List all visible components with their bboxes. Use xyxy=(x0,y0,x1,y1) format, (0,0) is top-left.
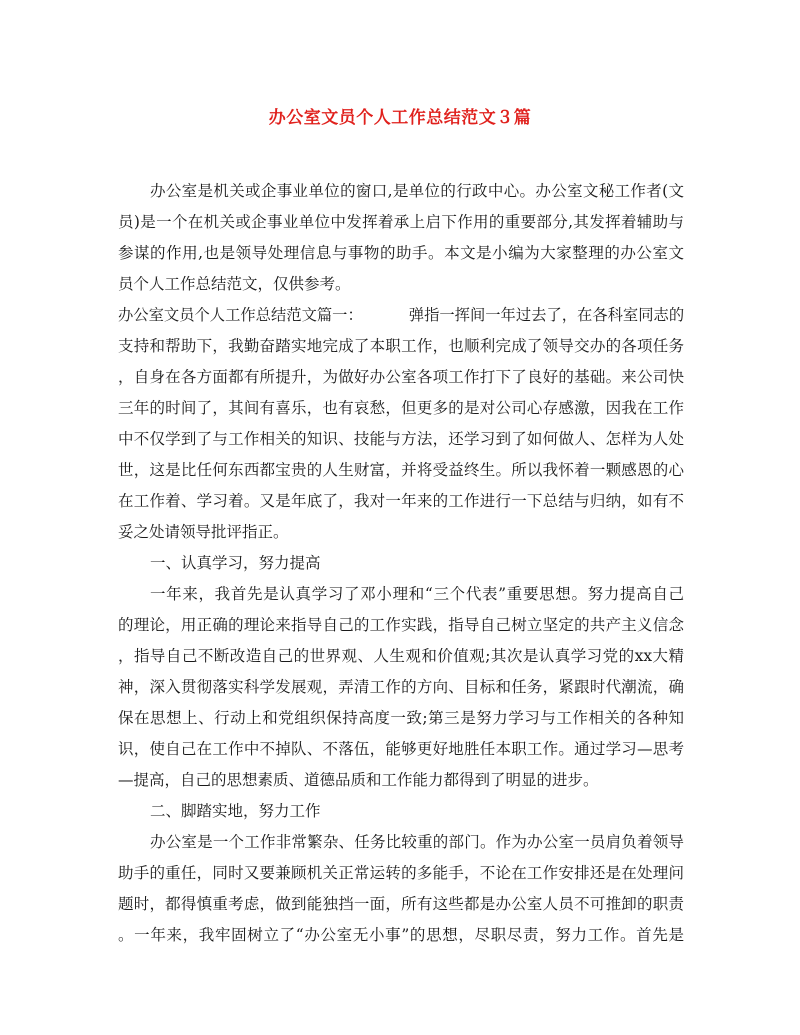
article-one-first-line xyxy=(118,300,684,331)
article-one-line: 中不仅学到了与工作相关的知识、技能与方法，还学习到了如何做人、怎样为人处 xyxy=(118,430,684,448)
section-one-line: 一年来，我首先是认真学习了邓小理和“三个代表”重要思想。努力提高自己 xyxy=(150,585,684,603)
document-body xyxy=(118,176,684,951)
section-two-line: 题时，都得慎重考虑，做到能独挡一面，所有这些都是办公室人员不可推卸的职责 xyxy=(118,895,684,913)
section-two-line: 办公室是一个工作非常繁杂、任务比较重的部门。作为办公室一员肩负着领导 xyxy=(150,833,684,851)
intro-line: 办公室是机关或企事业单位的窗口,是单位的行政中心。办公室文秘工作者(文 xyxy=(150,182,684,200)
section-one-heading: 一、认真学习，努力提高 xyxy=(150,554,321,572)
article-one-heading: 办公室文员个人工作总结范文篇一： xyxy=(118,306,363,324)
intro-line: 员个人工作总结范文，仅供参考。 xyxy=(118,275,351,293)
section-one-line: —提高，自己的思想素质、道德品质和工作能力都得到了明显的进步。 xyxy=(118,771,599,789)
intro-line: 参谋的作用,也是领导处理信息与事物的助手。本文是小编为大家整理的办公室文 xyxy=(118,244,684,262)
document-title: 办公室文员个人工作总结范文３篇 xyxy=(268,108,532,128)
article-one-line: 在工作着、学习着。又是年底了，我对一年来的工作进行一下总结与归纳，如有不 xyxy=(118,492,684,510)
section-one-line: 识，使自己在工作中不掉队、不落伍，能够更好地胜任本职工作。通过学习—思考 xyxy=(118,740,684,758)
section-one-line: ，指导自己不断改造自己的世界观、人生观和价值观;其次是认真学习党的xx大精 xyxy=(118,647,684,665)
article-one-first-line-text: 弹指一挥间一年过去了，在各科室同志的 xyxy=(408,306,685,324)
section-one-line: 保在思想上、行动上和党组织保持高度一致;第三是努力学习与工作相关的各种知 xyxy=(118,709,684,727)
article-one-line: 支持和帮助下，我勤奋踏实地完成了本职工作，也顺利完成了领导交办的各项任务 xyxy=(118,337,684,355)
section-two-line: 。一年来，我牢固树立了“办公室无小事”的思想，尽职尽责，努力工作。首先是 xyxy=(118,926,684,944)
section-one-line: 的理论，用正确的理论来指导自己的工作实践，指导自己树立坚定的共产主义信念 xyxy=(118,616,684,634)
section-two-heading: 二、脚踏实地，努力工作 xyxy=(150,802,321,820)
section-two-line: 助手的重任，同时又要兼顾机关正常运转的多能手，不论在工作安排还是在处理问 xyxy=(118,864,684,882)
article-one-line: ，自身在各方面都有所提升，为做好办公室各项工作打下了良好的基础。来公司快 xyxy=(118,368,684,386)
article-one-line: 妥之处请领导批评指正。 xyxy=(118,523,289,541)
section-one-line: 神，深入贯彻落实科学发展观，弄清工作的方向、目标和任务，紧跟时代潮流，确 xyxy=(118,678,684,696)
article-one-line: 世，这是比任何东西都宝贵的人生财富，并将受益终生。所以我怀着一颗感恩的心 xyxy=(118,461,684,479)
intro-line: 员)是一个在机关或企事业单位中发挥着承上启下作用的重要部分,其发挥着辅助与 xyxy=(118,213,684,231)
article-one-line: 三年的时间了，其间有喜乐，也有哀愁，但更多的是对公司心存感激，因我在工作 xyxy=(118,399,684,417)
